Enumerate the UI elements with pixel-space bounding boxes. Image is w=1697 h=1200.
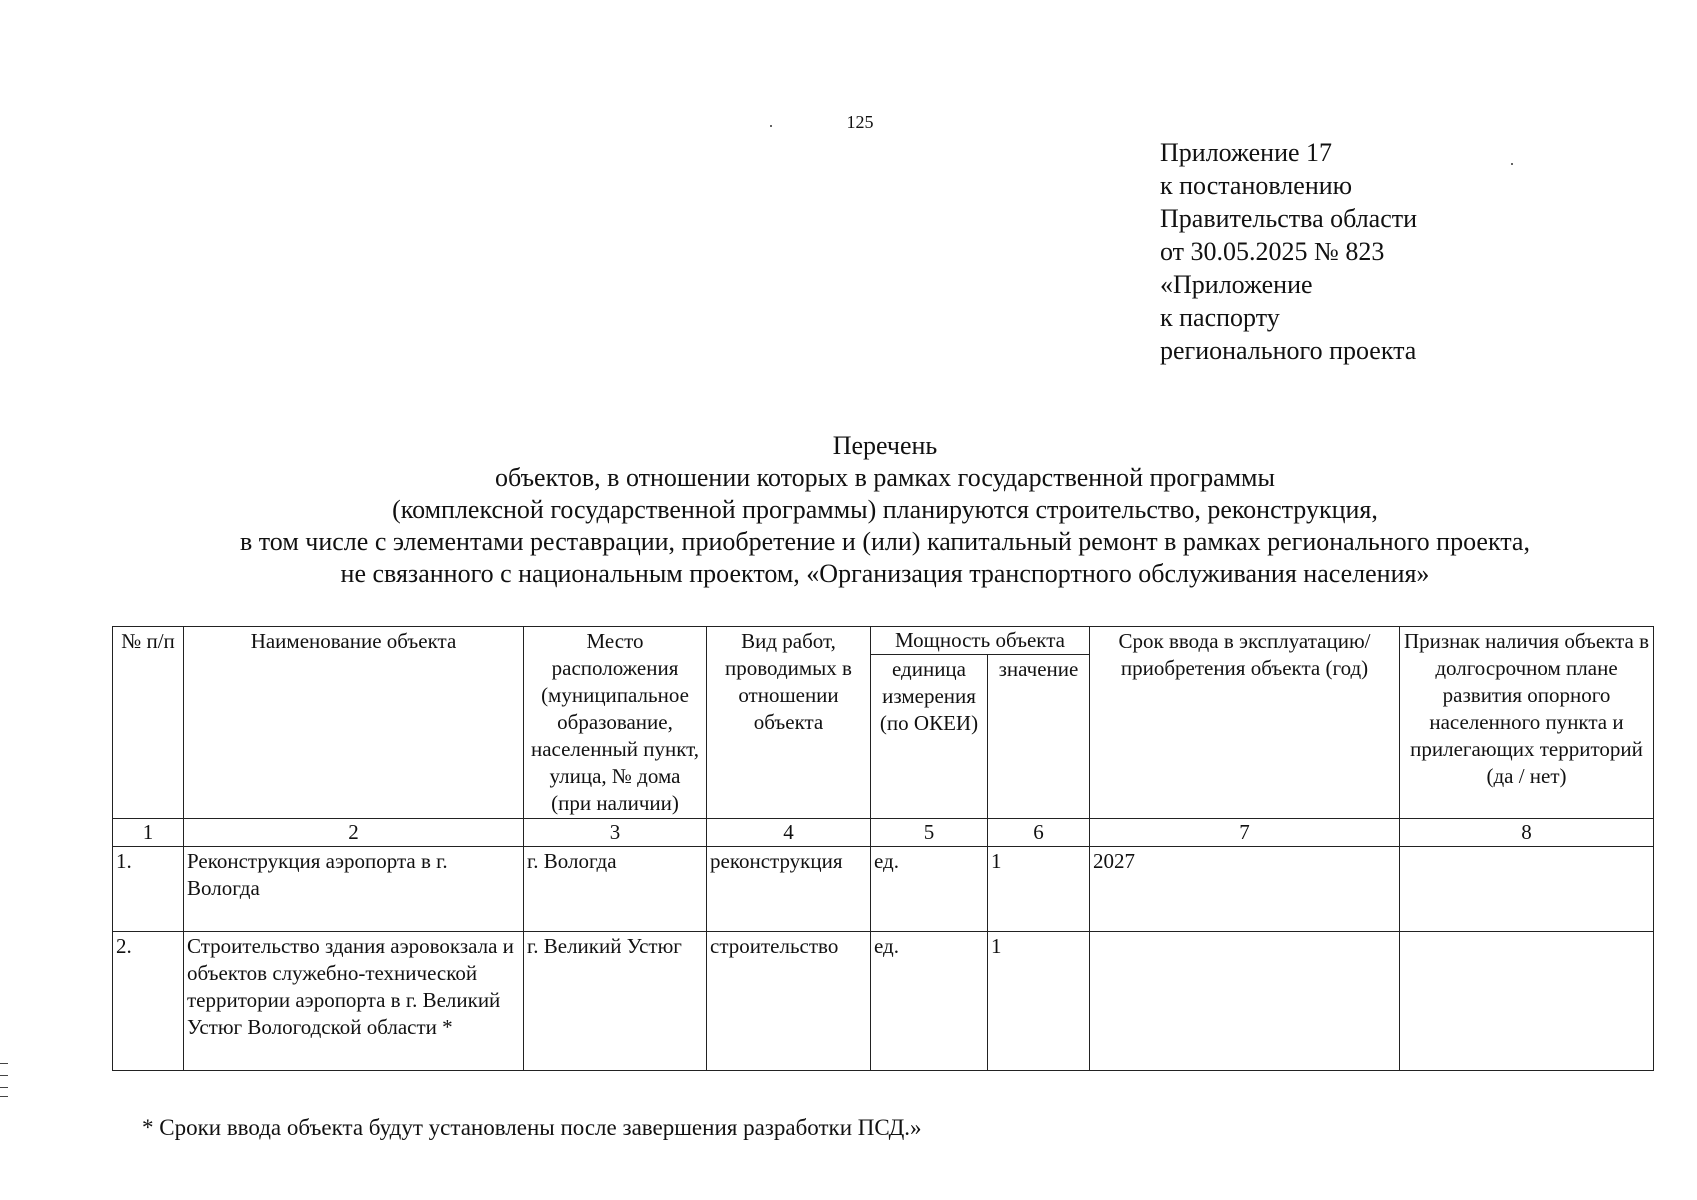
- attachment-line: регионального проекта: [1160, 336, 1417, 365]
- header-unit: единица измерения (по ОКЕИ): [871, 655, 988, 819]
- header-row: [113, 627, 1654, 655]
- column-number: 1: [113, 819, 184, 847]
- cell-plan-flag: [1400, 932, 1654, 1071]
- cell-value: 1: [988, 847, 1090, 932]
- document-title: [100, 430, 1670, 590]
- title-line: не связанного с национальным проектом, «Организация транспортного обслуживания населения»: [340, 559, 1430, 588]
- header-plan-flag: Признак наличия объекта в долгосрочном плане развития опорного населенного пункта и прилегающих территорий (да / нет): [1400, 627, 1654, 819]
- column-number: 8: [1400, 819, 1654, 847]
- objects-table: [112, 626, 1654, 1071]
- column-number: 4: [707, 819, 871, 847]
- cell-name: Реконструкция аэропорта в г. Вологда: [184, 847, 524, 932]
- header-num: № п/п: [113, 627, 184, 819]
- column-number: 2: [184, 819, 524, 847]
- attachment-line: к постановлению: [1160, 171, 1353, 200]
- title-line: Перечень: [832, 431, 938, 460]
- column-number: 3: [524, 819, 707, 847]
- cell-location: г. Вологда: [524, 847, 707, 932]
- cell-name: Строительство здания аэровокзала и объектов служебно-технической территории аэропорта в г. Великий Устюг Вологодской области *: [184, 932, 524, 1071]
- cell-work-type: строительство: [707, 932, 871, 1071]
- cell-value: 1: [988, 932, 1090, 1071]
- margin-mark: [0, 1063, 8, 1064]
- column-number-row: [113, 819, 1654, 847]
- header-capacity: Мощность объекта: [871, 627, 1090, 655]
- cell-location: г. Великий Устюг: [524, 932, 707, 1071]
- scan-speck: [770, 125, 772, 127]
- margin-mark: [0, 1087, 8, 1088]
- footnote: * Сроки ввода объекта будут установлены после завершения разработки ПСД.»: [142, 1115, 922, 1140]
- cell-commission: 2027: [1090, 847, 1400, 932]
- column-number: 7: [1090, 819, 1400, 847]
- header-location: Место расположения (муниципальное образование, населенный пункт, улица, № дома (при наличии): [524, 627, 707, 819]
- cell-num: 2.: [113, 932, 184, 1071]
- attachment-line: Правительства области: [1160, 204, 1418, 233]
- margin-mark: [0, 1075, 8, 1076]
- cell-num: 1.: [113, 847, 184, 932]
- cell-commission: [1090, 932, 1400, 1071]
- attachment-line: «Приложение: [1160, 270, 1313, 299]
- table-row: [113, 847, 1654, 932]
- title-line: (комплексной государственной программы) планируются строительство, реконструкция,: [392, 495, 1378, 524]
- attachment-block: [1160, 136, 1580, 367]
- cell-plan-flag: [1400, 847, 1654, 932]
- column-number: 5: [871, 819, 988, 847]
- table-row: [113, 932, 1654, 1071]
- header-value: значение: [988, 655, 1090, 819]
- attachment-line: Приложение 17: [1160, 138, 1333, 167]
- attachment-line: от 30.05.2025 № 823: [1160, 237, 1385, 266]
- cell-unit: ед.: [871, 932, 988, 1071]
- column-number: 6: [988, 819, 1090, 847]
- page-number: 125: [846, 112, 874, 132]
- title-line: объектов, в отношении которых в рамках государственной программы: [495, 463, 1275, 492]
- margin-mark: [0, 1096, 8, 1097]
- cell-unit: ед.: [871, 847, 988, 932]
- header-commission: Срок ввода в эксплуатацию/приобретения объекта (год): [1090, 627, 1400, 819]
- title-line: в том числе с элементами реставрации, приобретение и (или) капитальный ремонт в рамках регионального проекта,: [240, 527, 1530, 556]
- header-name: Наименование объекта: [184, 627, 524, 819]
- header-work-type: Вид работ, проводимых в отношении объекта: [707, 627, 871, 819]
- attachment-line: к паспорту: [1160, 303, 1280, 332]
- cell-work-type: реконструкция: [707, 847, 871, 932]
